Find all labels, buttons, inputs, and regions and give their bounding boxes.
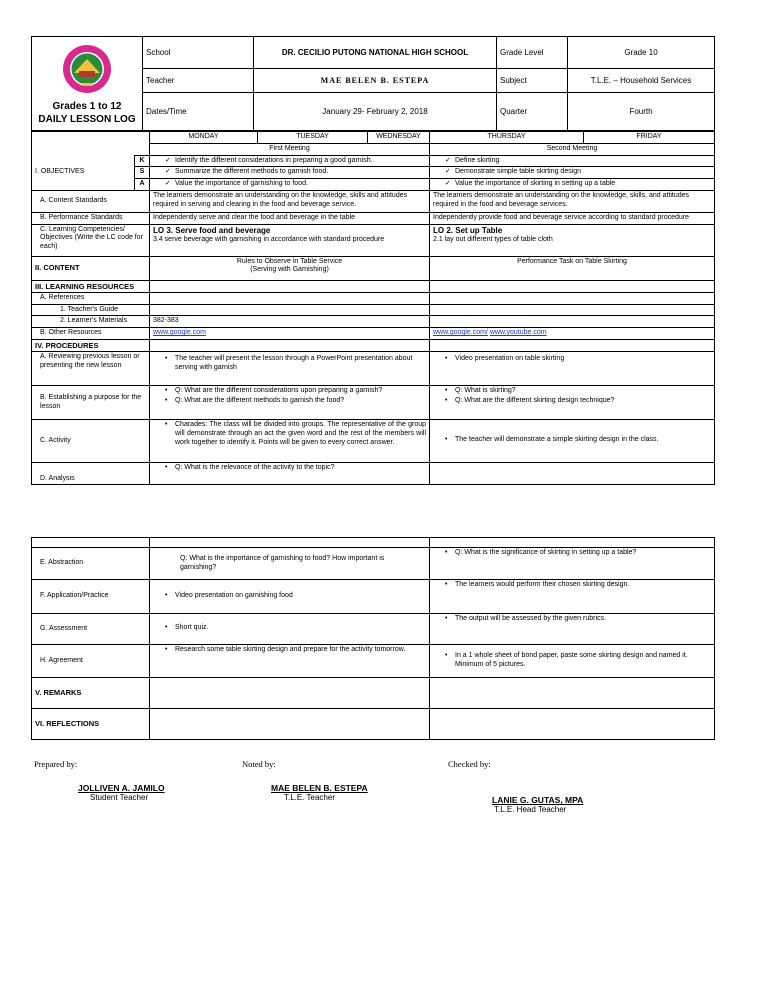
- procedure-g-label: G. Assessment: [32, 614, 150, 645]
- google-link-second[interactable]: www.google.com/: [433, 329, 488, 337]
- content-label: II. CONTENT: [32, 256, 150, 280]
- subject-label: Subject: [497, 69, 568, 93]
- dates-value: January 29- February 2, 2018: [254, 93, 497, 131]
- content-standards-second: The learners demonstrate an understanding on the knowledge, skills, and attitudes required in the food and beverage services.: [430, 190, 715, 212]
- prepared-by-title: Student Teacher: [90, 793, 149, 802]
- a-label: A: [135, 179, 150, 191]
- noted-by-label: Noted by:: [242, 759, 276, 769]
- first-meeting-label: First Meeting: [150, 143, 430, 155]
- procedure-h-label: H. Agreement: [32, 645, 150, 678]
- dates-label: Dates/Time: [143, 93, 254, 131]
- performance-standards-first: Independently serve and clear the food and beverage in the table: [150, 212, 430, 224]
- procedure-d-first: • Q: What is the relevance of the activity to the topic?: [175, 464, 426, 473]
- procedures-label: IV. PROCEDURES: [32, 339, 150, 351]
- procedure-a-label: A. Reviewing previous lesson or presenting the new lesson: [32, 352, 150, 386]
- prepared-by-label: Prepared by:: [34, 759, 78, 769]
- performance-standards-second: Independently provide food and beverage service according to standard procedure: [430, 212, 715, 224]
- content-standards-first: The learners demonstrate an understanding on the knowledge, skills and attitudes required in serving and clearing in the food and beverage service.: [150, 190, 430, 212]
- other-resources-label: B. Other Resources: [32, 328, 150, 340]
- lc-second-body: 2.1 lay out different types of table cloth: [433, 235, 553, 243]
- day-monday: MONDAY: [150, 132, 258, 144]
- checked-by-label: Checked by:: [448, 759, 491, 769]
- content-first-line2: (Serving with Garnishing): [250, 266, 329, 274]
- day-tuesday: TUESDAY: [258, 132, 368, 144]
- procedure-g-second: • The output will be assessed by the given rubrics.: [455, 615, 711, 624]
- prepared-by-block: [34, 759, 165, 802]
- school-seal-logo: [52, 43, 122, 95]
- procedure-a-second: • Video presentation on table skirting: [455, 355, 711, 364]
- content-standards-label: A. Content Standards: [32, 190, 150, 212]
- objective-a-first: ✓ Value the importance of garnishing to food.: [175, 180, 426, 189]
- procedure-d-label: D. Analysis: [32, 463, 150, 485]
- lesson-table-continued: [31, 537, 715, 740]
- procedure-b-second-1: • Q: What is skirting?: [455, 387, 711, 396]
- noted-by-block: [242, 759, 368, 802]
- checked-by-block: [448, 759, 583, 814]
- objective-a-second: ✓ Value the importance of skirting in setting up a table: [455, 180, 711, 189]
- checked-by-title: T.L.E. Head Teacher: [494, 805, 567, 814]
- lc-second-title: LO 2. Set up Table: [433, 225, 503, 235]
- lc-first-body: 3.4 serve beverage with garnishing in accordance with standard procedure: [153, 235, 385, 243]
- checked-by-name: LANIE G. GUTAS, MPA: [492, 795, 584, 805]
- s-label: S: [135, 167, 150, 179]
- header-table: [31, 36, 715, 131]
- procedure-b-second-2: • Q: What are the different skirting design technique?: [455, 397, 711, 406]
- procedure-b-first-1: • Q: What are the different considerations upon preparing a garnish?: [175, 387, 426, 396]
- objective-k-second: ✓ Define skirting: [455, 157, 711, 166]
- day-thursday: THURSDAY: [430, 132, 584, 144]
- procedure-e-label: E. Abstraction: [32, 548, 150, 580]
- remarks-label: V. REMARKS: [32, 678, 150, 709]
- resources-label: III. LEARNING RESOURCES: [32, 280, 150, 292]
- grade-level-value: Grade 10: [568, 37, 715, 69]
- teacher-label: Teacher: [143, 69, 254, 93]
- procedure-c-first: • Charades: The class will be divided into groups. The representative of the group will demonstrate through an act the given word and the rest of the members will work together to identify it. Points will be given to every correct answer.: [175, 421, 426, 447]
- procedure-e-first: Q: What is the importance of garnishing to food? How important is garnishing?: [150, 548, 430, 580]
- content-first-line1: Rules to Observe in Table Service: [236, 257, 343, 265]
- google-link[interactable]: www.google.com: [153, 329, 206, 337]
- procedure-e-second: • Q: What is the significance of skirting in setting up a table?: [455, 549, 711, 558]
- teacher-name: MAE BELEN B. ESTEPA: [254, 69, 497, 93]
- k-label: K: [135, 155, 150, 167]
- procedure-b-first-2: • Q: What are the different methods to garnish the food?: [175, 397, 426, 406]
- learners-materials-label: 2. Learner's Materials: [32, 316, 150, 328]
- procedure-h-first: • Research some table skirting design and prepare for the activity tomorrow.: [175, 646, 426, 655]
- school-name: DR. CECILIO PUTONG NATIONAL HIGH SCHOOL: [254, 37, 497, 69]
- procedure-f-label: F. Application/Practice: [32, 580, 150, 614]
- objective-s-second: ✓ Demonstrate simple table skirting design: [455, 168, 711, 177]
- noted-by-title: T.L.E. Teacher: [284, 793, 335, 802]
- references-label: A. References: [32, 292, 150, 304]
- procedure-c-second: • The teacher will demonstrate a simple skirting design in the class.: [455, 436, 711, 445]
- performance-standards-label: B. Performance Standards: [32, 212, 150, 224]
- day-friday: FRIDAY: [584, 132, 715, 144]
- learners-materials-first: 382-383: [150, 316, 430, 328]
- lesson-table: [31, 131, 715, 485]
- noted-by-name: MAE BELEN B. ESTEPA: [271, 783, 368, 793]
- content-second: Performance Task on Table Skirting: [430, 256, 715, 280]
- second-meeting-label: Second Meeting: [430, 143, 715, 155]
- procedure-f-first: • Video presentation on garnishing food: [175, 592, 426, 601]
- teachers-guide-label: 1. Teacher's Guide: [32, 304, 150, 316]
- procedure-f-second: • The learners would perform their chosen skirting design.: [455, 581, 711, 590]
- grade-level-label: Grade Level: [497, 37, 568, 69]
- reflections-label: VI. REFLECTIONS: [32, 709, 150, 740]
- quarter-label: Quarter: [497, 93, 568, 131]
- school-label: School: [143, 37, 254, 69]
- grades-title: Grades 1 to 12: [52, 101, 122, 112]
- procedure-a-first: • The teacher will present the lesson through a PowerPoint presentation about serving with garnish: [175, 355, 426, 373]
- procedure-h-second: • In a 1 whole sheet of bond paper, paste some skirting design and named it. Minimum of 5 pictures.: [455, 652, 711, 670]
- dll-title: DAILY LESSON LOG: [38, 113, 136, 125]
- objectives-label: I. OBJECTIVES: [32, 155, 135, 190]
- day-wednesday: WEDNESDAY: [368, 132, 430, 144]
- procedure-g-first: • Short quiz.: [175, 624, 426, 633]
- logo-cell: [32, 37, 143, 131]
- procedure-b-label: B. Establishing a purpose for the lesson: [32, 386, 150, 420]
- competencies-label: C. Learning Competencies/ Objectives (Write the LC code for each): [32, 224, 150, 256]
- objective-k-first: ✓ Identify the different considerations in preparing a good garnish.: [175, 157, 426, 166]
- prepared-by-name: JOLLIVEN A. JAMILO: [78, 783, 165, 793]
- quarter-value: Fourth: [568, 93, 715, 131]
- procedure-c-label: C. Activity: [32, 420, 150, 463]
- youtube-link[interactable]: www.youtube.com: [489, 329, 547, 337]
- lc-first-title: LO 3. Serve food and beverage: [153, 225, 271, 235]
- subject-value: T.L.E. – Household Services: [568, 69, 715, 93]
- objective-s-first: ✓ Summarize the different methods to garnish food.: [175, 168, 426, 177]
